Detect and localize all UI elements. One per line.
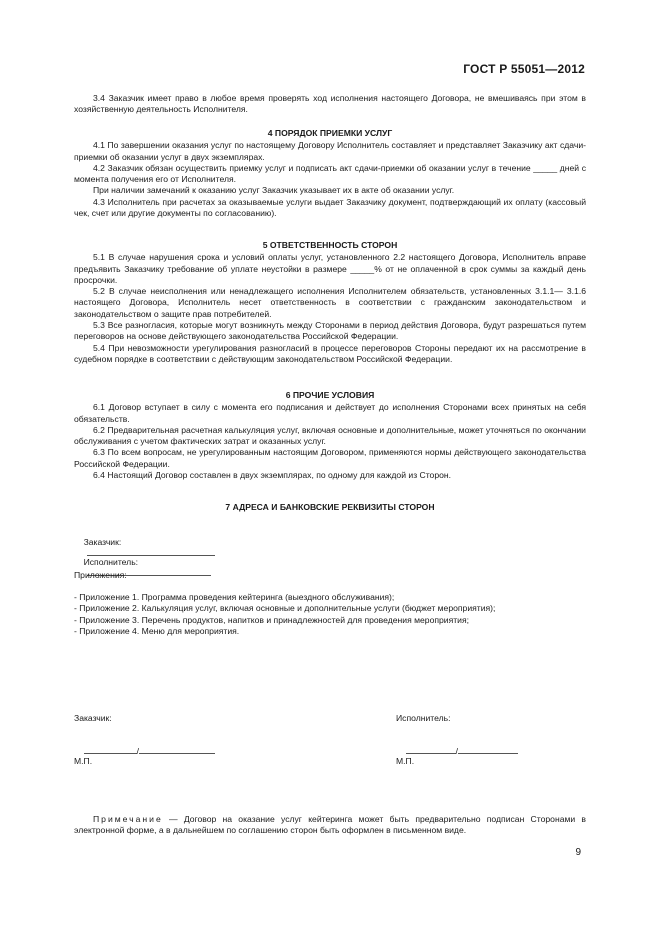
paragraph-4-1: 4.1 По завершении оказания услуг по настоящему Договору Исполнитель составляет и представляет Заказчику акт сдачи-приемки об оказании услуг в двух экземплярах. (74, 140, 586, 162)
paragraph-6-4: 6.4 Настоящий Договор составлен в двух экземплярах, по одному для каждой из Сторон. (93, 470, 452, 481)
section-3-tail (74, 93, 586, 116)
section-7-title: 7 АДРЕСА И БАНКОВСКИЕ РЕКВИЗИТЫ СТОРОН (225, 502, 435, 512)
paragraph-5-4: 5.4 При невозможности урегулирования разногласий в процессе переговоров Стороны передают их на рассмотрение в судебном порядке в соответствии с действующим законодательством Российской Федерации. (74, 342, 586, 364)
note-text: — Договор на оказание услуг кейтеринга может быть предварительно подписан Сторонами в электронной форме, а в дальнейшем по соглашению сторон быть оформлен в письменном виде. (74, 814, 586, 836)
attachments-list (74, 592, 586, 637)
customer-name-blank (136, 745, 215, 756)
attachment-item: - Приложение 2. Калькуляция услуг, включая основные и дополнительные услуги (бюджет мероприятия); (74, 603, 496, 614)
signature-customer-label: Заказчик: (74, 713, 112, 723)
attachments-label: Приложения: (74, 570, 127, 580)
note-paragraph (74, 814, 586, 837)
attachment-item: - Приложение 1. Программа проведения кейтеринга (выездного обслуживания); (74, 592, 395, 602)
section-5-title: 5 ОТВЕТСТВЕННОСТЬ СТОРОН (262, 240, 398, 250)
signature-slash: / (455, 746, 458, 756)
customer-requisites-label: Заказчик: (83, 537, 122, 547)
seal-placeholder-left: М.П. (74, 756, 93, 766)
paragraph-6-2: 6.2 Предварительная расчетная калькуляция услуг, включая основные и дополнительные, может уточняться по окончании обслуживания с учетом фактических затрат и оказанных услуг. (74, 424, 586, 447)
paragraph-4-3: 4.3 Исполнитель при расчетах за оказываемые услуги выдает Заказчику документ, подтверждающий их оплату (кассовый чек, счет или другие документы по согласованию). (74, 196, 586, 219)
paragraph-6-3: 6.3 По всем вопросам, не урегулированным настоящим Договором, применяются нормы действующего законодательства Российской Федерации. (74, 447, 586, 469)
standard-number: ГОСТ Р 55051—2012 (463, 62, 585, 76)
section-7-title-block (74, 502, 586, 513)
section-4-title: 4 ПОРЯДОК ПРИЕМКИ УСЛУГ (267, 128, 393, 138)
attachment-item: - Приложение 3. Перечень продуктов, напитков и принадлежностей для проведения мероприятия; (74, 614, 470, 625)
section-4 (74, 128, 586, 219)
paragraph-3-4: 3.4 Заказчик имеет право в любое время проверять ход исполнения настоящего Договора, не вмешиваясь при этом в хозяйственную деятельность Исполнителя. (74, 93, 586, 115)
page-number: 9 (575, 847, 581, 858)
signature-slash: / (136, 746, 139, 756)
note-label: Примечание (93, 814, 163, 824)
executor-requisites-line (74, 547, 211, 588)
paragraph-6-1: 6.1 Договор вступает в силу с момента его подписания и действует до исполнения Сторонами всех принятых на себя обязательств. (74, 402, 586, 424)
executor-signature-blank (406, 745, 456, 754)
signature-customer-line (74, 735, 215, 766)
executor-name-blank (455, 745, 518, 756)
signature-executor-line (396, 735, 518, 766)
paragraph-5-1: 5.1 В случае нарушения срока и условий оплаты услуг, установленного 2.2 настоящего Договора, Исполнитель вправе предъявить Заказчику требование об уплате неустойки в размере _____% от не оплаченной в срок суммы за каждый день просрочки. (74, 252, 586, 285)
paragraph-4-2-note: При наличии замечаний к оказанию услуг Заказчик указывает их в акте об оказании услуг. (93, 185, 455, 196)
signature-executor-label: Исполнитель: (396, 713, 451, 723)
note-block (74, 814, 586, 837)
customer-signature-blank (84, 745, 137, 754)
executor-requisites-label: Исполнитель: (83, 557, 139, 567)
section-6-title: 6 ПРОЧИЕ УСЛОВИЯ (285, 390, 375, 400)
section-6 (74, 390, 586, 481)
section-5 (74, 240, 586, 365)
paragraph-5-3: 5.3 Все разногласия, которые могут возникнуть между Сторонами в период действия Договора, будут разрешаться путем переговоров на основе действующего законодательства Российской Федерации. (74, 320, 586, 342)
attachment-item: - Приложение 4. Меню для мероприятия. (74, 625, 240, 636)
seal-placeholder-right: М.П. (396, 756, 415, 766)
paragraph-5-2: 5.2 В случае неисполнения или ненадлежащего исполнения Исполнителем обязательств, установленных 3.1.1— 3.1.6 настоящего Договора, Исполнитель несет ответственность в соответствии с гражданским законодательством и законодательством о защите прав потребителей. (74, 286, 586, 319)
paragraph-4-2: 4.2 Заказчик обязан осуществить приемку услуг и подписать акт сдачи-приемки об оказании услуг в течение _____ дней с момента получения его от Исполнителя. (74, 162, 586, 185)
